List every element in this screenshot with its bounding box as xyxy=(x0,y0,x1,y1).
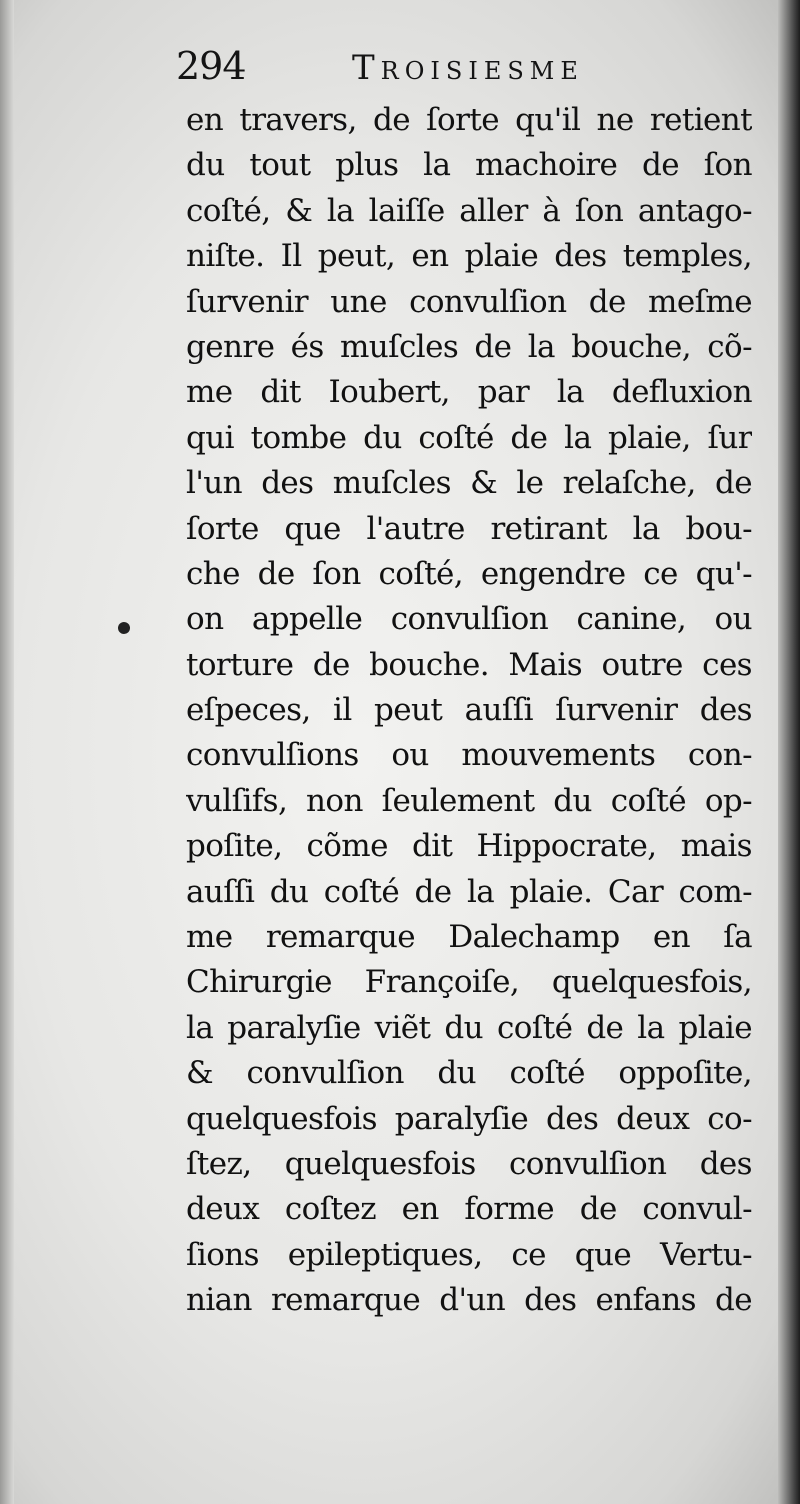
running-head: Troisiesme xyxy=(352,48,584,88)
text-line: eſpeces, il peut auſſi ſurvenir des xyxy=(186,692,752,729)
text-line: en travers, de ſorte qu'il ne retient xyxy=(186,102,752,138)
text-line: deux coſtez en forme de convul- xyxy=(186,1191,752,1228)
page-number: 294 xyxy=(176,44,246,88)
text-line: Chirurgie Françoiſe, quelquesfois, xyxy=(186,964,752,1001)
page-header xyxy=(176,40,756,100)
text-line: niſte. Il peut, en plaie des temples, xyxy=(186,238,752,275)
text-line: quelquesfois paralyſie des deux co- xyxy=(186,1100,752,1137)
text-line: ſorte que l'autre retirant la bou- xyxy=(186,510,752,547)
text-line: me dit Ioubert, par la defluxion xyxy=(186,374,752,411)
text-line: poſite, cõme dit Hippocrate, mais xyxy=(186,828,752,865)
text-line: ſurvenir une convulſion de meſme xyxy=(186,283,752,320)
text-line: vulſifs, non ſeulement du coſté op- xyxy=(186,782,752,819)
ink-speck xyxy=(118,622,130,634)
text-line: ſtez, quelquesfois convulſion des xyxy=(186,1145,752,1182)
text-line: on appelle convulſion canine, ou xyxy=(186,601,752,638)
page-right-edge-shadow xyxy=(778,0,800,1504)
text-line: ſions epileptiques, ce que Vertu- xyxy=(186,1236,752,1273)
body-text xyxy=(186,98,752,1324)
text-line: me remarque Dalechamp en ſa xyxy=(186,919,752,956)
text-line: nian remarque d'un des enfans de xyxy=(186,1282,752,1319)
text-line: che de ſon coſté, engendre ce qu'- xyxy=(186,555,752,592)
text-line: l'un des muſcles & le relaſche, de xyxy=(186,465,752,502)
text-line: genre és muſcles de la bouche, cõ- xyxy=(186,328,752,365)
text-line: qui tombe du coſté de la plaie, ſur xyxy=(186,419,752,456)
text-line: torture de bouche. Mais outre ces xyxy=(186,646,752,683)
text-line: convulſions ou mouvements con- xyxy=(186,737,752,774)
text-line: auſſi du coſté de la plaie. Car com- xyxy=(186,873,752,910)
text-line: coſté, & la laiſſe aller à ſon antago- xyxy=(186,192,752,229)
page-left-edge xyxy=(0,0,14,1504)
text-line: la paralyſie viẽt du coſté de la plaie xyxy=(186,1009,752,1046)
text-line: & convulſion du coſté oppoſite, xyxy=(186,1055,752,1092)
text-line: du tout plus la machoire de ſon xyxy=(186,147,752,184)
